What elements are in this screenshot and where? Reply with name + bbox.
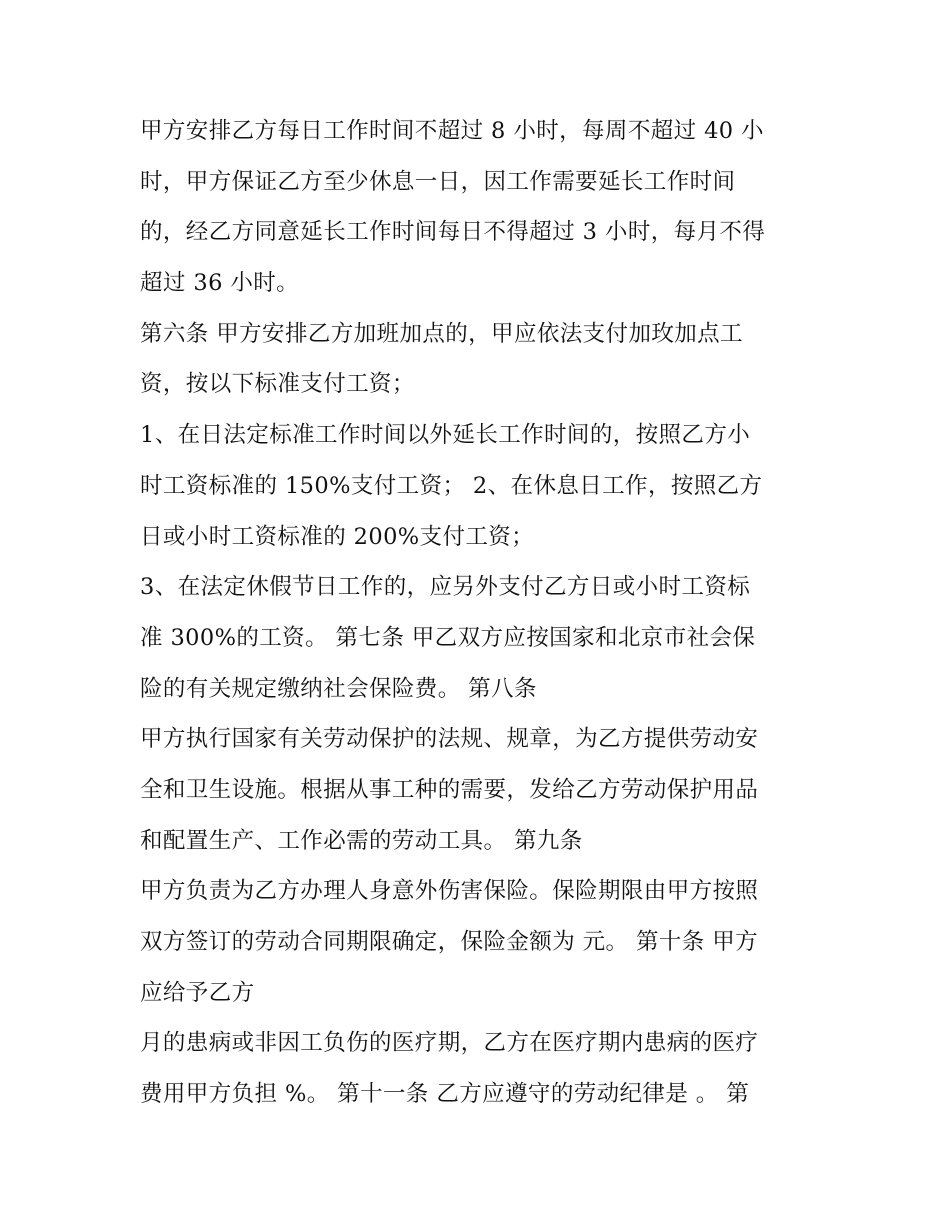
text-line: 第六条 甲方安排乙方加班加点的，甲应依法支付加玫加点工 [140,320,743,347]
text-line: 全和卫生设施。根据从事工种的需要，发给乙方劳动保护用品 [140,776,759,803]
text-line: 3、在法定休假节日工作的，应另外支付乙方日或小时工资标 [140,574,751,601]
text-line: 费用甲方负担 %。 第十一条 乙方应遵守的劳动纪律是 。 第 [140,1081,750,1108]
text-line: 月的患病或非因工负伤的医疗期，乙方在医疗期内患病的医疗 [140,1030,759,1057]
text-line: 甲方负责为乙方办理人身意外伤害保险。保险期限由甲方按照 [140,878,759,905]
text-line: 时工资标准的 150%支付工资； 2、在休息日工作，按照乙方 [140,472,763,499]
text-line: 准 300%的工资。 第七条 甲乙双方应按国家和北京市社会保 [140,624,756,651]
text-line: 时，甲方保证乙方至少休息一日，因工作需要延长工作时间 [140,168,736,195]
text-line: 超过 36 小时。 [140,270,300,297]
text-line: 双方签订的劳动合同期限确定，保险金额为 元。 第十条 甲方 [140,929,759,955]
text-line: 甲方执行国家有关劳动保护的法规、规章，为乙方提供劳动安 [140,726,759,753]
text-line: 应给予乙方 [140,979,255,1006]
text-line: 险的有关规定缴纳社会保险费。 第八条 [140,675,537,702]
contract-text [140,106,820,1120]
text-line: 和配置生产、工作必需的劳动工具。 第九条 [140,827,583,854]
text-line: 日或小时工资标准的 200%支付工资； [140,523,535,550]
text-line: 1、在日法定标准工作时间以外延长工作时间的，按照乙方小 [140,422,751,449]
text-line: 的，经乙方同意延长工作时间每日不得超过 3 小时，每月不得 [140,219,766,246]
text-line: 资，按以下标准支付工资； [140,371,415,398]
text-line: 甲方安排乙方每日工作时间不超过 8 小时，每周不超过 40 小 [140,118,764,144]
